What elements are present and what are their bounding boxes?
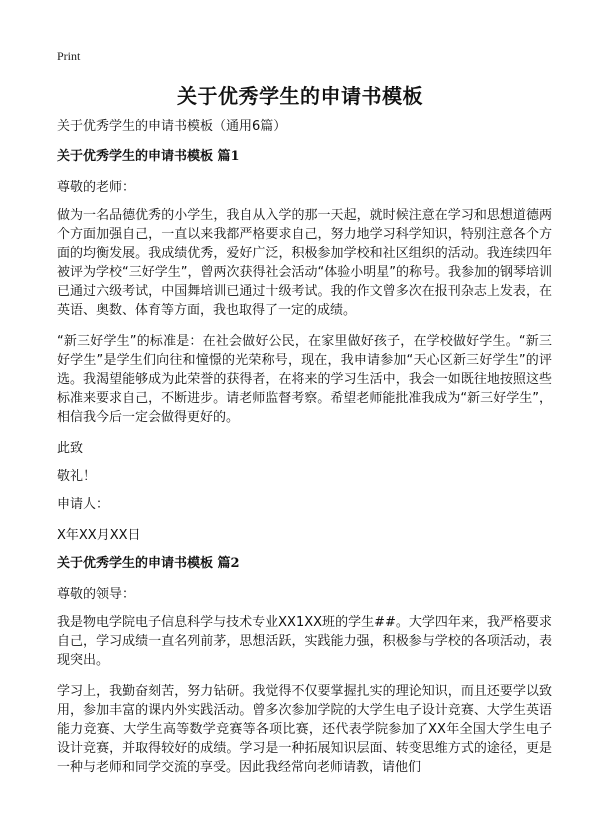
date-line: X年XX月XX日 [57,528,141,543]
signature-line: 申请人： [57,497,110,512]
closing-line: 此致 [57,441,84,456]
section-heading: 关于优秀学生的申请书模板 篇2 [57,556,240,571]
closing-greeting: 敬礼！ [57,469,97,484]
body-paragraph: 我是物电学院电子信息科学与技术专业XX1XX班的学生##。大学四年来，我严格要求自己，学习成绩一直名列前茅，思想活跃，实践能力强，积极参与学校的各项活动，表现突出。 [57,615,552,668]
print-link[interactable]: Print [57,49,81,63]
document-body [57,117,552,789]
page-title: 关于优秀学生的申请书模板 [177,84,423,108]
salutation: 尊敬的领导： [57,587,136,602]
section-heading: 关于优秀学生的申请书模板 篇1 [57,149,240,164]
document-subtitle: 关于优秀学生的申请书模板（通用6篇） [57,119,287,134]
salutation: 尊敬的老师： [57,180,136,195]
body-paragraph: “新三好学生”的标准是：在社会做好公民，在家里做好孩子，在学校做好学生。“新三好学生”是学生们向往和憧憬的光荣称号，现在，我申请参加“天心区新三好学生”的评选。我渴望能够成为此荣誉的获得者，在将来的学习生活中，我会一如既往地按照这些标准来要求自己，不断进步。请老师监督考察。希望老师能批准我成为“新三好学生”，相信我今后一定会做得更好的。 [57,334,552,425]
body-paragraph: 做为一名品德优秀的小学生，我自从入学的那一天起，就时候注意在学习和思想道德两个方面加强自己，一直以来我都严格要求自己，努力地学习科学知识，特别注意各个方面的均衡发展。我成绩优秀，爱好广泛，积极参加学校和社区组织的活动。我连续四年被评为学校“三好学生”，曾两次获得社会活动“体验小明星”的称号。我参加的钢琴培训已通过六级考试，中国舞培训已通过十级考试。我的作文曾多次在报刊杂志上发表，在英语、奥数、体育等方面，我也取得了一定的成绩。 [57,208,552,318]
body-paragraph: 学习上，我勤奋刻苦，努力钻研。我觉得不仅要掌握扎实的理论知识，而且还要学以致用，参加丰富的课内外实践活动。曾多次参加学院的大学生电子设计竞赛、大学生英语能力竞赛、大学生高等数学竞赛等各项比赛，还代表学院参加了XX年全国大学生电子设计竞赛，并取得较好的成绩。学习是一种拓展知识层面、转变思维方式的途径，更是一种与老师和同学交流的享受。因此我经常向老师请教，请他们 [57,684,552,775]
